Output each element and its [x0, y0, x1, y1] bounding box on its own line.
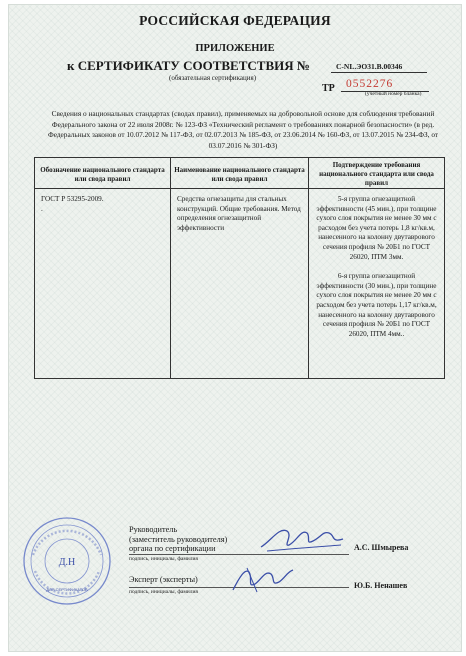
- expert-name: Ю.Б. Ненашев: [354, 581, 408, 590]
- head-name: А.С. Шмырева: [354, 543, 409, 552]
- confirmation-item: 5-я группа огнезащитной эффективности (45 мин.), при толщине сухого слоя покрытия не менее 30 мм с расходом без учета потерь 1,8 кг/кв.м, нанесенного на колонну двутаврового сечения профиля № 20Б1 по ГОСТ 26020, ПТМ 3мм.: [316, 195, 437, 261]
- intro-text: Сведения о национальных стандартах (сводах правил), применяемых на добровольной основе для соблюдения требований Федерального закона от 22 июля 2008г. № 123-ФЗ «Технический регламент о требованиях пожарной безопасности» (в ред. Федеральных законов от 10.07.2012 № 117-ФЗ, от 02.07.2013 № 185-ФЗ, от 23.06.2014 № 160-ФЗ, от 13.07.2015 № 234-ФЗ, от 03.07.2016 № 301-ФЗ): [47, 109, 439, 150]
- standards-table: [34, 157, 445, 379]
- certificate-appendix-sheet: [8, 4, 462, 652]
- certificate-number: С-NL.ЭО31.В.00346: [336, 62, 403, 71]
- stamp-bottom-text: ДЛЯ СЕРТИФИКАТОВ: [46, 587, 88, 592]
- designation-text: ГОСТ Р 53295-2009.: [41, 195, 104, 203]
- tr-label: ТР: [322, 83, 335, 94]
- serial-number: 0552276: [346, 78, 394, 90]
- designation-dot: .: [41, 204, 43, 213]
- head-role-line2: (заместитель руководителя): [129, 534, 228, 544]
- certification-type: (обязательная сертификация): [169, 74, 257, 82]
- name-text: Средства огнезащиты для стальных конструкций. Общие требования. Метод определения огнезащитной эффективности: [177, 195, 301, 232]
- cell-confirmation: [309, 189, 445, 379]
- confirmation-item: 6-я группа огнезащитной эффективности (30 мин.), при толщине сухого слоя покрытия не менее 20 мм с расходом без учета потерь 1,17 кг/кв.м, нанесенного на колонну двутаврового сечения профиля № 20Б1 по ГОСТ 26020, ПТМ 4мм..: [316, 272, 437, 338]
- expert-signature-icon: [227, 560, 297, 596]
- serial-note: (учетный номер бланка): [365, 91, 422, 97]
- stamp-center-text: Д.Н: [58, 557, 76, 568]
- cell-designation: [35, 189, 171, 379]
- head-sign-hint: подпись, инициалы, фамилия: [129, 556, 198, 562]
- certificate-line: к СЕРТИФИКАТУ СООТВЕТСТВИЯ №: [67, 58, 310, 73]
- expert-role: Эксперт (эксперты): [129, 575, 198, 584]
- table-header-row: [35, 158, 445, 189]
- cell-name: [171, 189, 309, 379]
- header-confirmation: Подтверждение требования национального стандарта или свода правил: [309, 158, 445, 189]
- certificate-number-underline: [331, 72, 427, 73]
- stamp-seal-icon: [21, 515, 113, 607]
- appendix-heading: ПРИЛОЖЕНИЕ: [195, 43, 275, 54]
- head-role-line3: органа по сертификации: [129, 544, 216, 553]
- head-signature-icon: [257, 521, 347, 555]
- head-role: [129, 525, 227, 554]
- head-role-line1: Руководитель: [129, 525, 178, 534]
- document-title: РОССИЙСКАЯ ФЕДЕРАЦИЯ: [139, 13, 331, 28]
- header-designation: Обозначение национального стандарта или свода правил: [35, 158, 171, 189]
- header-name: Наименование национального стандарта или свода правил: [171, 158, 309, 189]
- expert-sign-hint: подпись, инициалы, фамилия: [129, 589, 198, 595]
- certification-stamp: [21, 515, 113, 612]
- table-row: [35, 189, 445, 379]
- serial-underline: [341, 91, 429, 92]
